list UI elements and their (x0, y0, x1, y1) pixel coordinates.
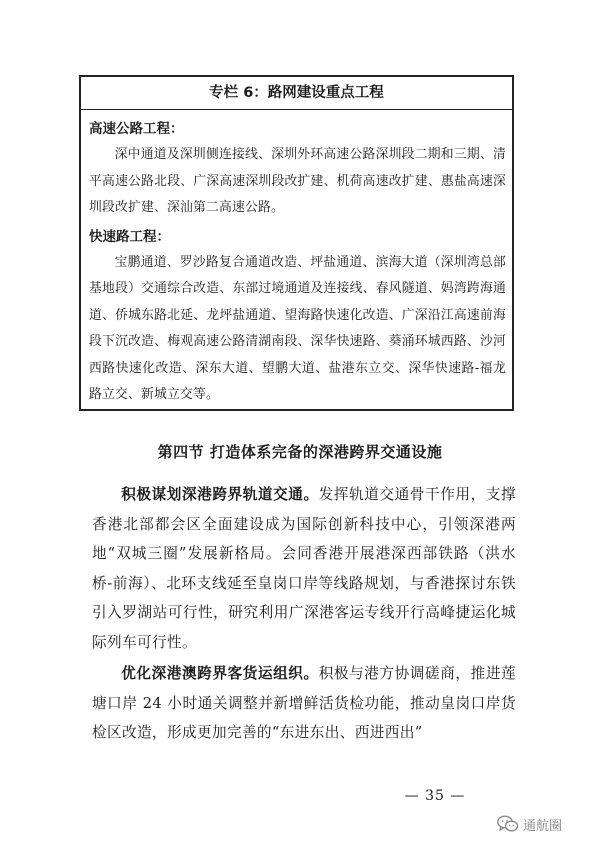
watermark-text: 通航圈 (523, 818, 563, 834)
feature-box-title: 专栏 6：路网建设重点工程 (81, 77, 512, 110)
paragraph-lead: 积极谋划深港跨界轨道交通。 (121, 486, 319, 503)
page-number: — 35 — (404, 788, 466, 804)
paragraph-cross-border-rail (92, 480, 516, 657)
feature-box-body (81, 110, 512, 409)
main-content (92, 480, 516, 750)
section-title: 第四节 打造体系完备的深港跨界交通设施 (157, 443, 443, 461)
paragraph-text: 积极与港方协调磋商，推进莲塘口岸 24 小时通关调整并新增鲜活货检功能，推动皇岗口岸货检区改造，形成更加完善的“东进东出、西进西出” (92, 665, 517, 741)
paragraph-passenger-freight (92, 659, 516, 748)
paragraph-text: 发挥轨道交通骨干作用，支撑香港北部都会区全面建设成为国际创新科技中心，引领深港两地“双城三圈”发展新格局。会同香港开展港深西部铁路（洪水桥-前海）、北环支线延至皇岗口岸等线路规划，与香港探讨东铁引入罗湖站可行性，研究利用广深港客运专线开行高峰捷运化城际列车可行性。 (92, 486, 517, 651)
feature-box (79, 75, 514, 411)
expressway-heading: 快速路工程： (89, 228, 170, 245)
watermark (497, 813, 562, 835)
highway-heading: 高速公路工程： (89, 121, 184, 137)
wechat-icon (497, 815, 519, 833)
expressway-text: 宝鹏通道、罗沙路复合通道改造、坪盐通道、滨海大道（深圳湾总部基地段）交通综合改造、东部过境通道及连接线、春风隧道、妈湾跨海通道、侨城东路北延、龙坪盐通道、望海路快速化改造、广深沿江高速前海段下沉改造、梅观高速公路清湖南段、深华快速路、葵涌环城西路、沙河西路快速化改造、深东大道、望鹏大道、盐港东立交、深华快速路-福龙路立交、新城立交等。 (89, 254, 506, 402)
highway-text: 深中通道及深圳侧连接线、深圳外环高速公路深圳段二期和三期、清平高速公路北段、广深高速深圳段改扩建、机荷高速改扩建、惠盐高速深圳段改扩建、深汕第二高速公路。 (89, 147, 506, 215)
paragraph-lead: 优化深港澳跨界客货运组织。 (121, 665, 319, 682)
